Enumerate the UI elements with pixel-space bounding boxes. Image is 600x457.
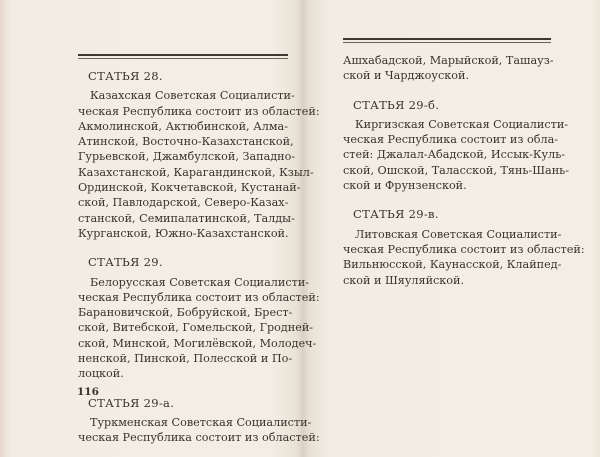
text-line: Ашхабадской, Марыйской, Ташауз- (343, 54, 554, 67)
top-double-rule (343, 38, 551, 43)
article-heading: СТАТЬЯ 29. (88, 255, 163, 270)
text-line: ской и Чарджоуской. (343, 69, 470, 83)
article-heading: СТАТЬЯ 29-в. (353, 207, 439, 222)
text-line: ской и Фрунзенской. (343, 179, 467, 193)
text-line: Киргизская Советская Социалисти- (355, 117, 569, 131)
text-line: Атинской, Восточно-Казахстанской, (78, 135, 294, 149)
article-text (78, 415, 320, 446)
text-line: ской и Шяуляйской. (343, 273, 465, 287)
text-line: стей: Джалал-Абадской, Иссык-Куль- (343, 148, 566, 162)
article-29v (343, 207, 585, 287)
right-page (343, 38, 585, 288)
article-28 (78, 69, 320, 241)
text-line: Казахстанской, Карагандинской, Кзыл- (78, 165, 314, 179)
text-line: ской, Витебской, Гомельской, Гродней- (78, 321, 314, 335)
text-line: ческая Республика состоит из областей: (78, 104, 320, 118)
text-line: Казахская Советская Социалисти- (90, 89, 295, 103)
text-line: лоцкой. (78, 367, 124, 381)
text-line: ческая Республика состоит из областей: (78, 431, 320, 445)
text-line: Ординской, Кокчетавской, Кустанай- (78, 181, 301, 195)
text-line: Барановичской, Бобруйской, Брест- (78, 306, 293, 320)
article-29 (78, 255, 320, 381)
text-line: Вильнюсской, Каунасской, Клайпед- (343, 258, 562, 272)
article-29b (343, 97, 570, 194)
text-line: ческая Республика состоит из областей: (343, 242, 585, 256)
text-line: Белорусская Советская Социалисти- (90, 275, 310, 289)
text-line: ской, Ошской, Таласской, Тянь-Шань- (343, 163, 570, 177)
article-text (343, 227, 585, 288)
text-line: ческая Республика состоит из областей: (78, 290, 320, 304)
left-page (78, 54, 320, 446)
top-double-rule (78, 54, 288, 59)
article-text (78, 88, 320, 241)
text-line: ской, Минской, Могилёвской, Молодеч- (78, 336, 317, 350)
text-line: ненской, Пинской, Полесской и По- (78, 352, 293, 366)
text-line: ской, Павлодарской, Северо-Казах- (78, 196, 289, 210)
article-heading: СТАТЬЯ 29-б. (353, 97, 440, 112)
text-line: Литовская Советская Социалисти- (355, 227, 562, 241)
article-heading: СТАТЬЯ 28. (88, 69, 163, 83)
text-line: ческая Республика состоит из обла- (343, 133, 559, 147)
page-number: 116 (77, 386, 99, 398)
article-text (78, 275, 320, 382)
text-line: Гурьевской, Джамбулской, Западно- (78, 150, 296, 164)
text-line: Туркменская Советская Социалисти- (90, 415, 312, 429)
text-line: Курганской, Южно-Казахстанской. (78, 226, 289, 240)
article-text (343, 117, 570, 193)
text-line: станской, Семипалатинской, Талды- (78, 211, 295, 225)
article-heading: СТАТЬЯ 29-а. (88, 395, 175, 410)
continuation-text (343, 53, 554, 84)
text-line: Акмолинской, Актюбинской, Алма- (78, 119, 288, 133)
article-29a (78, 395, 320, 446)
